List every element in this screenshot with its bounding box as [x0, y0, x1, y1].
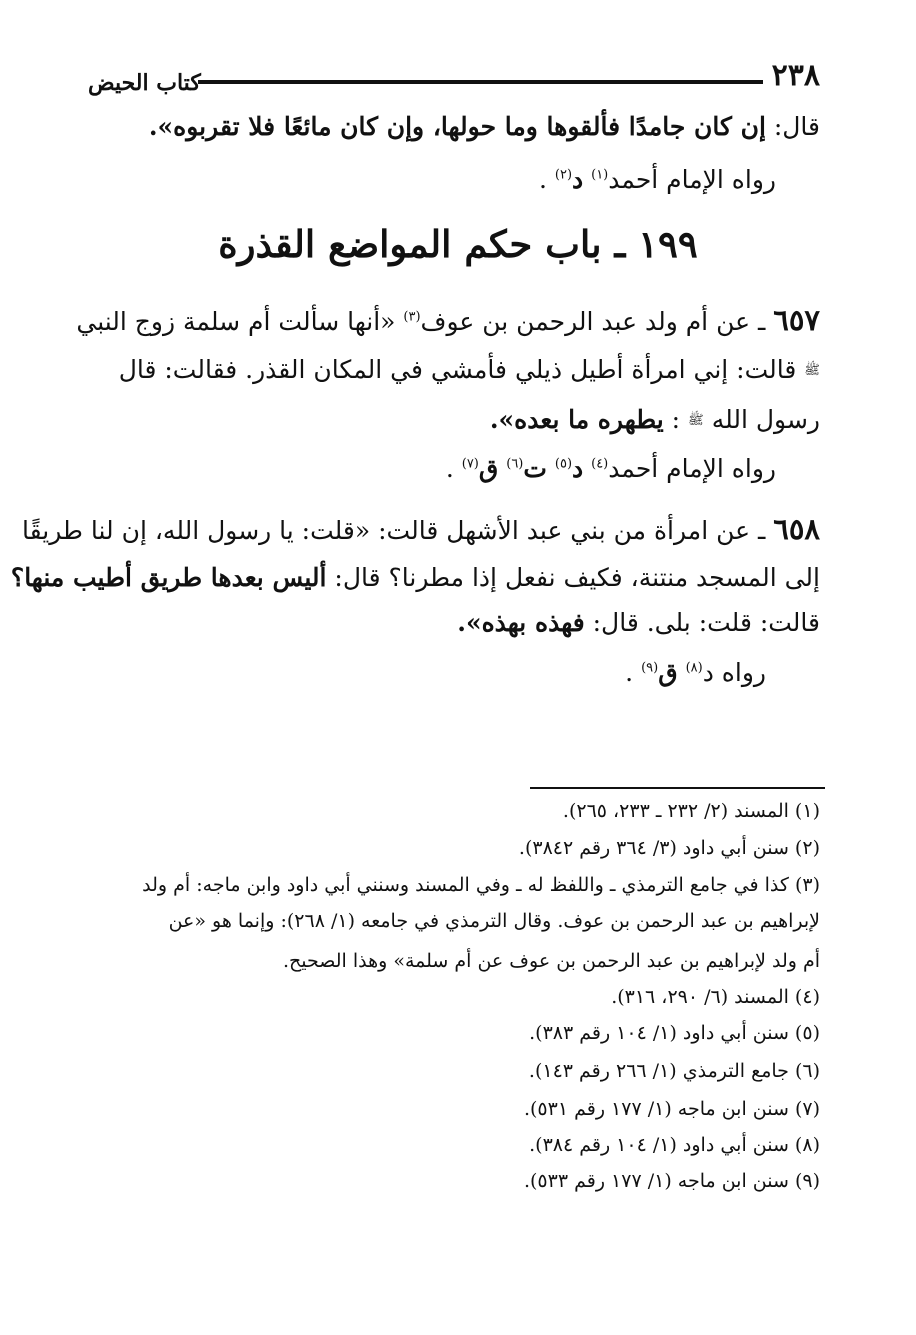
footnote-3-cont: لإبراهيم بن عبد الرحمن بن عوف. وقال الترمذي في جامعه (١/ ٢٦٨): وإنما هو «عن: [168, 910, 820, 932]
salutation-glyph: ﷺ: [688, 413, 704, 428]
hadith-658-line-2: [11, 563, 820, 592]
footnote-4: (٤) المسند (٦/ ٢٩٠، ٣١٦).: [611, 986, 820, 1008]
hadith-text: قالت: قلت: بلى. قال:: [592, 608, 820, 637]
hadith-text: رسول الله: [711, 405, 820, 434]
hadith-number: ٦٥٨: [773, 512, 820, 546]
source-siglum: ت: [523, 454, 547, 483]
hadith-text: ـ عن امرأة من بني عبد الأشهل قالت: «قلت: يا رسول الله، إن لنا طريقًا: [22, 516, 766, 545]
intro-lead: قال:: [773, 112, 820, 141]
footnote-ref: (٨): [685, 660, 703, 676]
footnote-ref: (٣): [403, 309, 421, 325]
footnote-separator: [530, 787, 825, 789]
footnote-ref: (١): [591, 167, 609, 183]
footnote-ref: (٥): [554, 456, 573, 472]
source-text: رواه الإمام أحمد: [608, 454, 776, 483]
hadith-658-line-1: [22, 512, 820, 546]
hadith-text: ـ عن أم ولد عبد الرحمن بن عوف: [420, 307, 766, 336]
line-end: .: [538, 165, 547, 194]
page-number: ٢٣٨: [771, 58, 820, 93]
footnote-1: (١) المسند (٢/ ٢٣٢ ـ ٢٣٣، ٢٦٥).: [562, 800, 820, 822]
intro-line-2: [539, 165, 776, 194]
prophetic-saying: يطهره ما بعده».: [489, 405, 664, 434]
hadith-number: ٦٥٧: [773, 303, 820, 337]
hadith-657-line-2: [119, 355, 820, 384]
hadith-657-sources: [446, 454, 776, 483]
intro-line-1: [149, 112, 820, 141]
intro-quote: إن كان جامدًا فألقوها وما حولها، وإن كان مائعًا فلا تقربوه».: [148, 112, 766, 141]
footnote-9: (٩) سنن ابن ماجه (١/ ١٧٧ رقم ٥٣٣).: [523, 1170, 820, 1192]
running-title: كتاب الحيض: [88, 70, 201, 96]
footnote-ref: (٩): [641, 660, 659, 676]
chapter-heading: ١٩٩ ـ باب حكم المواضع القذرة: [218, 222, 698, 266]
source-siglum: ق: [658, 658, 678, 687]
hadith-text: «أنها سألت أم سلمة زوج النبي: [76, 307, 396, 336]
salutation-glyph: ﷺ: [804, 363, 820, 378]
footnote-8: (٨) سنن أبي داود (١/ ١٠٤ رقم ٣٨٤).: [529, 1134, 820, 1156]
line-end: .: [625, 658, 634, 687]
hadith-658-line-3: [457, 608, 820, 637]
footnote-6: (٦) جامع الترمذي (١/ ٢٦٦ رقم ١٤٣).: [528, 1060, 820, 1082]
source-text: رواه د: [702, 658, 766, 687]
footnote-3-cont: أم ولد لإبراهيم بن عبد الرحمن بن عوف عن أم سلمة» وهذا الصحيح.: [282, 950, 820, 972]
footnote-ref: (٤): [591, 456, 609, 472]
source-siglum: ق: [478, 454, 499, 483]
source-siglum: د: [572, 165, 584, 194]
source-siglum: د: [572, 454, 584, 483]
footnote-ref: (٧): [461, 456, 479, 472]
hadith-657-line-1: [76, 303, 820, 337]
hadith-text: قالت: إني امرأة أطيل ذيلي فأمشي في المكان القذر. فقالت: قال: [118, 355, 797, 384]
footnote-ref: (٢): [554, 167, 573, 183]
footnote-2: (٢) سنن أبي داود (٣/ ٣٦٤ رقم ٣٨٤٢).: [518, 837, 820, 859]
footnote-3: (٣) كذا في جامع الترمذي ـ واللفظ له ـ وفي المسند وسنني أبي داود وابن ماجه: أم ولد: [142, 874, 820, 896]
footnote-5: (٥) سنن أبي داود (١/ ١٠٤ رقم ٣٨٣).: [529, 1022, 820, 1044]
footnote-7: (٧) سنن ابن ماجه (١/ ١٧٧ رقم ٥٣١).: [523, 1098, 820, 1120]
hadith-658-sources: [625, 658, 766, 687]
hadith-657-line-3: رسول الله ﷺ : يطهره ما بعده».: [489, 405, 820, 434]
line-end: .: [445, 454, 454, 483]
intro-source: رواه الإمام أحمد: [608, 165, 776, 194]
footnote-ref: (٦): [506, 456, 524, 472]
prophetic-saying: أليس بعدها طريق أطيب منها؟: [10, 563, 327, 592]
hadith-text: إلى المسجد منتنة، فكيف نفعل إذا مطرنا؟ قال:: [334, 563, 820, 592]
prophetic-saying: فهذه بهذه».: [457, 608, 585, 637]
header-rule: [198, 80, 763, 84]
